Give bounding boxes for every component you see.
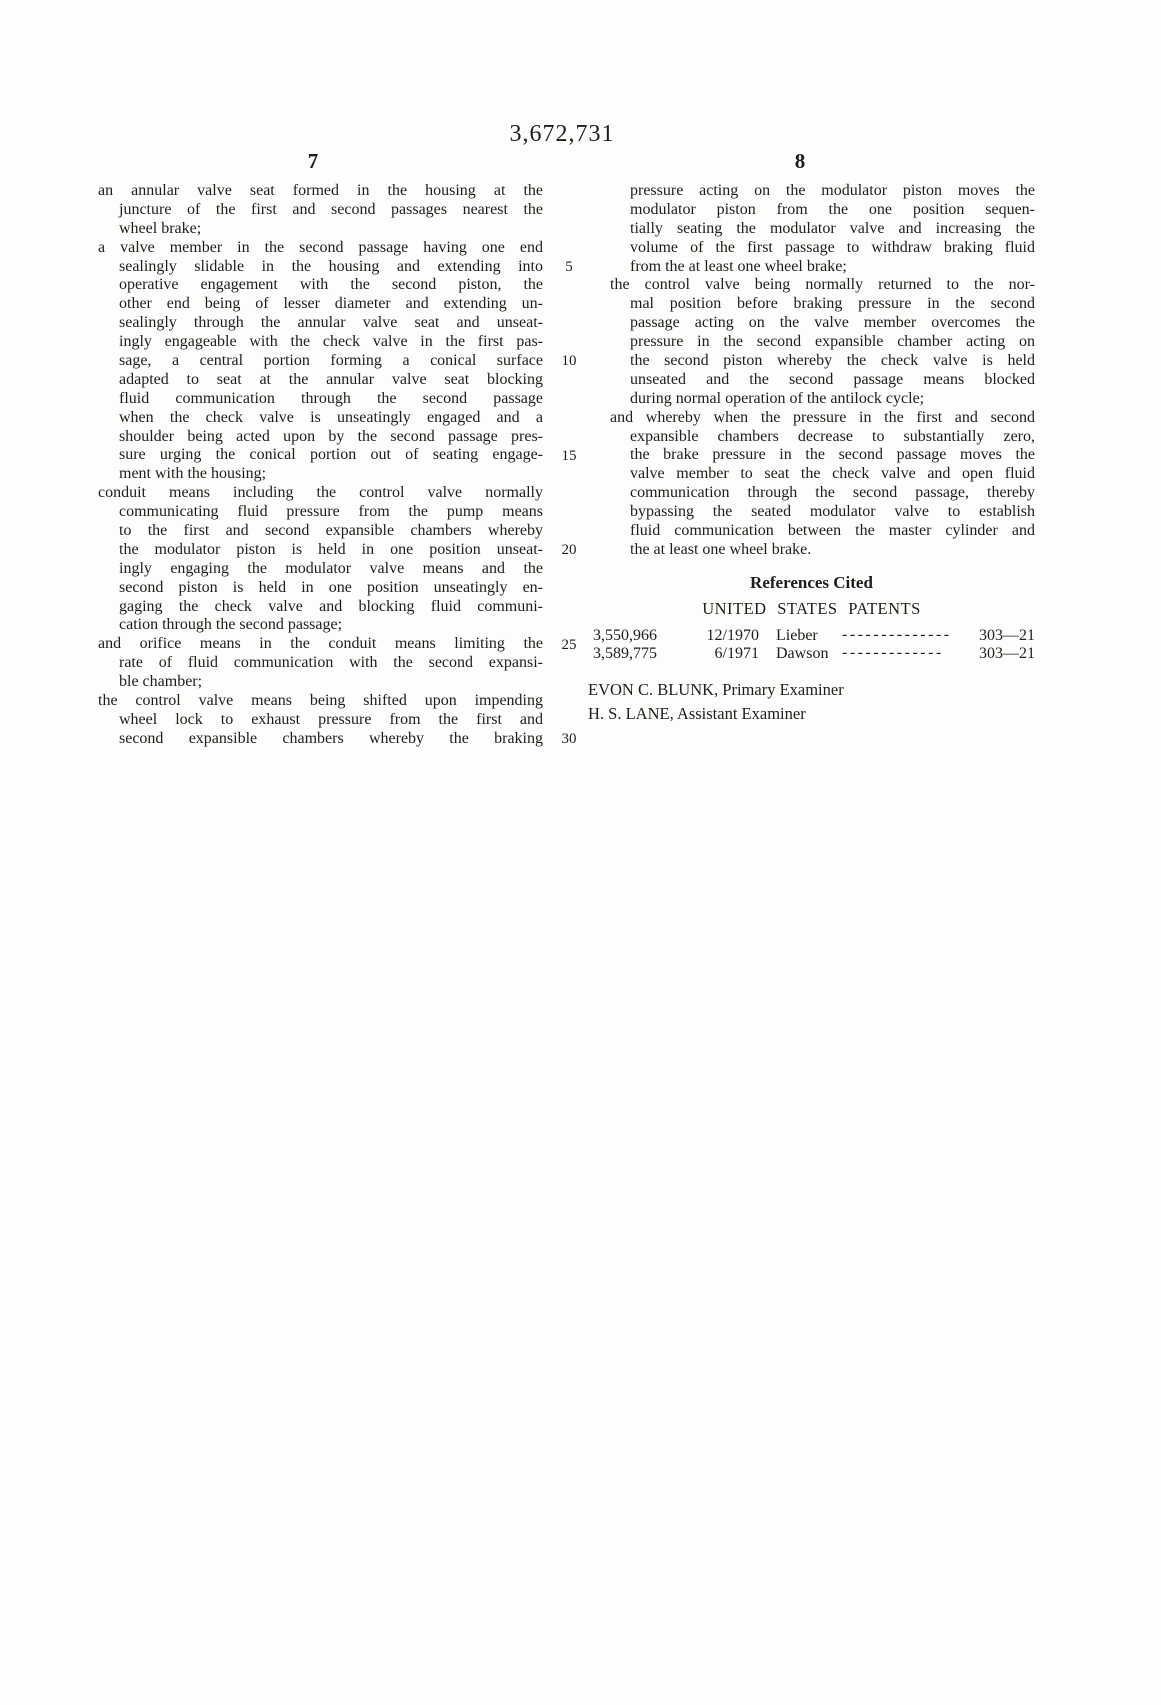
examiners-block	[588, 680, 1035, 724]
patent-number-header: 3,672,731	[509, 121, 615, 147]
claim-text-line: gaging the check valve and blocking fluid communi-	[119, 597, 543, 615]
claim-text-line: expansible chambers decrease to substantially zero,	[630, 427, 1035, 445]
claim-text-line: volume of the first passage to withdraw braking fluid	[630, 238, 1035, 256]
claim-text-line: shoulder being acted upon by the second passage pres-	[119, 427, 543, 445]
gutter-line-number: 25	[561, 636, 577, 653]
right-column-page-number: 8	[794, 149, 806, 173]
references-cited-heading: References Cited	[750, 573, 873, 592]
claim-text-line: during normal operation of the antilock cycle;	[630, 389, 925, 407]
claim-text-line: mal position before braking pressure in the second	[630, 295, 1035, 313]
dash-leader: --------------	[842, 626, 952, 643]
reference-class-code: 303—21	[979, 627, 1035, 644]
reference-date: 12/1970	[706, 627, 759, 644]
claim-text-line: sure urging the conical portion out of seating engage-	[119, 446, 543, 464]
dash-leader: -------------	[842, 644, 944, 661]
reference-patent-number: 3,550,966	[593, 627, 657, 644]
gutter-line-number: 20	[561, 542, 577, 559]
claim-text-line: sealingly through the annular valve seat and unseat-	[119, 314, 543, 332]
right-column-claims-text	[610, 182, 1035, 560]
claim-text-line: ment with the housing;	[119, 465, 267, 483]
claim-text-line: and orifice means in the conduit means limiting the	[98, 635, 543, 653]
claim-text-line: the second piston whereby the check valve is held	[630, 352, 1035, 370]
left-column-page-number: 7	[307, 149, 319, 173]
reference-date: 6/1971	[714, 645, 759, 662]
reference-patentee-name: Dawson	[776, 645, 829, 662]
claim-text-line: sealingly slidable in the housing and extending into	[119, 257, 543, 275]
claim-text-line: sage, a central portion forming a conical surface	[119, 352, 543, 370]
claim-text-line: the at least one wheel brake.	[630, 540, 812, 558]
claim-text-line: fluid communication between the master cylinder and	[630, 522, 1035, 540]
claim-text-line: the brake pressure in the second passage moves the	[630, 446, 1035, 464]
references-table	[588, 627, 1035, 663]
claim-text-line: wheel brake;	[119, 219, 202, 237]
claim-text-line: tially seating the modulator valve and increasing the	[630, 219, 1035, 237]
claim-text-line: other end being of lesser diameter and extending un-	[119, 295, 543, 313]
claim-text-line: adapted to seat at the annular valve seat blocking	[119, 370, 543, 388]
claim-text-line: juncture of the first and second passages nearest the	[119, 200, 543, 218]
left-column-claims-text	[98, 182, 543, 749]
claim-text-line: pressure acting on the modulator piston moves the	[630, 182, 1035, 199]
reference-class-code: 303—21	[979, 645, 1035, 662]
gutter-line-number: 30	[561, 731, 577, 748]
claim-text-line: modulator piston from the one position sequen-	[630, 200, 1035, 218]
references-section	[588, 571, 1035, 724]
claim-text-line: rate of fluid communication with the second expansi-	[119, 654, 543, 672]
claim-text-line: wheel lock to exhaust pressure from the first and	[119, 710, 543, 728]
examiner-line: EVON C. BLUNK, Primary Examiner	[588, 680, 844, 699]
claim-text-line: bypassing the seated modulator valve to establish	[630, 503, 1035, 521]
gutter-line-number: 15	[561, 447, 577, 464]
claim-text-line: second piston is held in one position unseatingly en-	[119, 578, 543, 596]
gutter-line-number: 5	[565, 258, 573, 275]
claim-text-line: a valve member in the second passage having one end	[98, 238, 543, 256]
claim-text-line: valve member to seat the check valve and open fluid	[630, 465, 1035, 483]
claim-text-line: ingly engageable with the check valve in the first pas-	[119, 333, 543, 351]
claim-text-line: when the check valve is unseatingly engaged and a	[119, 408, 543, 426]
gutter-line-number: 10	[561, 353, 577, 370]
claim-text-line: the control valve being normally returned to the nor-	[610, 276, 1035, 294]
claim-text-line: to the first and second expansible chambers whereby	[119, 522, 543, 540]
claim-text-line: communicating fluid pressure from the pump means	[119, 503, 543, 521]
examiner-line: H. S. LANE, Assistant Examiner	[588, 704, 806, 723]
claim-text-line: the modulator piston is held in one position unseat-	[119, 540, 543, 558]
claim-text-line: fluid communication through the second passage	[119, 389, 543, 407]
claim-text-line: communication through the second passage, thereby	[630, 484, 1035, 502]
claim-text-line: from the at least one wheel brake;	[630, 257, 847, 275]
claim-text-line: an annular valve seat formed in the housing at the	[98, 182, 543, 199]
claim-text-line: operative engagement with the second piston, the	[119, 276, 543, 294]
claim-text-line: ingly engaging the modulator valve means and the	[119, 559, 543, 577]
claim-text-line: and whereby when the pressure in the first and second	[610, 408, 1035, 426]
claim-text-line: unseated and the second passage means blocked	[630, 370, 1035, 388]
claim-text-line: passage acting on the valve member overcomes the	[630, 314, 1035, 332]
claim-text-line: second expansible chambers whereby the braking	[119, 729, 543, 747]
claim-text-line: the control valve means being shifted upon impending	[98, 692, 543, 710]
reference-patentee-name: Lieber	[776, 627, 818, 644]
reference-row	[588, 627, 1035, 645]
united-states-patents-subheading: UNITED STATES PATENTS	[702, 599, 921, 618]
reference-row	[588, 645, 1035, 663]
claim-text-line: conduit means including the control valve normally	[98, 484, 543, 502]
claim-text-line: pressure in the second expansible chamber acting on	[630, 333, 1035, 351]
claim-text-line: cation through the second passage;	[119, 616, 343, 634]
reference-patent-number: 3,589,775	[593, 645, 657, 662]
claim-text-line: ble chamber;	[119, 673, 203, 691]
